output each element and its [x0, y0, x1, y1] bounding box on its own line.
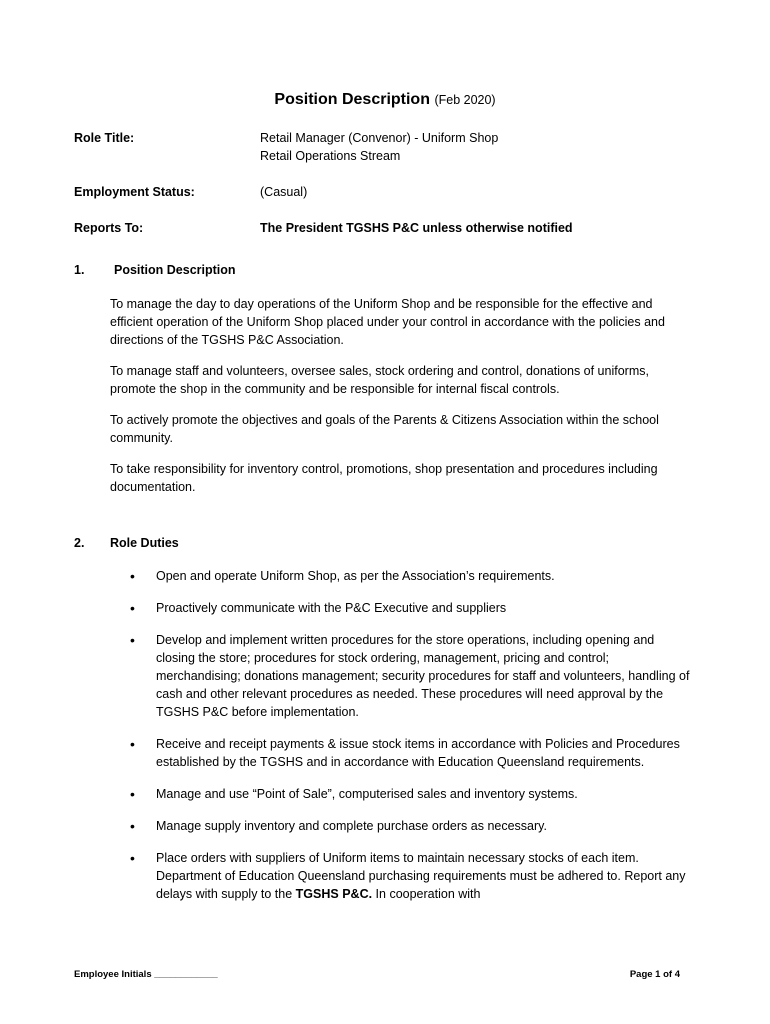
paragraph: To manage the day to day operations of the Uniform Shop and be responsible for the effective and efficient operation of the Uniform Shop placed under your control in accordance with the policies and directions of the TGSHS P&C Association. [110, 297, 665, 347]
employment-status-value: (Casual) [260, 185, 308, 199]
section-1-body [110, 295, 670, 509]
bullet-icon: • [130, 632, 135, 648]
section-2-number: 2. [74, 536, 85, 550]
list-item-text-part: Place orders with suppliers of Uniform items to maintain necessary stocks of each item. Department of Education Queensland purchasing requirements must be adhered to. Report any delays with supply to the [156, 851, 686, 901]
paragraph: To take responsibility for inventory control, promotions, shop presentation and procedures including documentation. [110, 462, 658, 494]
section-1-title: Position Description [114, 263, 236, 277]
bullet-icon: • [130, 600, 135, 616]
page-title [0, 90, 770, 110]
list-item-text: Manage supply inventory and complete purchase orders as necessary. [156, 819, 547, 833]
paragraph: To manage staff and volunteers, oversee sales, stock ordering and control, donations of uniforms, promote the shop in the community and be responsible for internal fiscal controls. [110, 364, 649, 396]
role-title-value-2: Retail Operations Stream [260, 149, 401, 163]
bullet-icon: • [130, 850, 135, 866]
role-title-value-1: Retail Manager (Convenor) - Uniform Shop [260, 131, 499, 145]
role-duties-list [130, 567, 695, 917]
list-item [130, 785, 695, 803]
list-item-text: Proactively communicate with the P&C Executive and suppliers [156, 601, 507, 615]
list-item-text-part: In cooperation with [372, 887, 481, 901]
role-title-label: Role Title: [74, 131, 135, 145]
list-item [130, 735, 695, 771]
bullet-icon: • [130, 786, 135, 802]
bullet-icon: • [130, 818, 135, 834]
list-item [130, 849, 695, 903]
list-item-text: Open and operate Uniform Shop, as per the Association’s requirements. [156, 569, 555, 583]
list-item [130, 817, 695, 835]
bullet-icon: • [130, 568, 135, 584]
list-item-text: Manage and use “Point of Sale”, computerised sales and inventory systems. [156, 787, 578, 801]
paragraph: To actively promote the objectives and goals of the Parents & Citizens Association within the school community. [110, 413, 659, 445]
list-item-text: Receive and receipt payments & issue stock items in accordance with Policies and Procedures established by the TGSHS and in accordance with Education Queensland requirements. [156, 737, 680, 769]
title-main: Position Description [274, 91, 430, 108]
bullet-icon: • [130, 736, 135, 752]
list-item [130, 567, 695, 585]
list-item-text: Develop and implement written procedures for the store operations, including opening and closing the store; procedures for stock ordering, management, pricing and control; merchandising; donations management; security procedures for staff and volunteers, handling of cash and other relevant procedures as needed. These procedures will need approval by the TGSHS P&C before implementation. [156, 633, 690, 719]
list-item-text-bold: TGSHS P&C. [295, 887, 373, 901]
reports-to-value: The President TGSHS P&C unless otherwise notified [260, 221, 573, 235]
employment-status-label: Employment Status: [74, 185, 195, 199]
section-1-number: 1. [74, 263, 85, 277]
reports-to-label: Reports To: [74, 221, 144, 235]
list-item [130, 599, 695, 617]
section-2-title: Role Duties [110, 536, 179, 550]
page-number: Page 1 of 4 [629, 969, 680, 980]
title-date: (Feb 2020) [434, 93, 496, 107]
list-item [130, 631, 695, 721]
list-item-text [156, 851, 685, 901]
employee-initials: Employee Initials ____________ [74, 969, 218, 980]
